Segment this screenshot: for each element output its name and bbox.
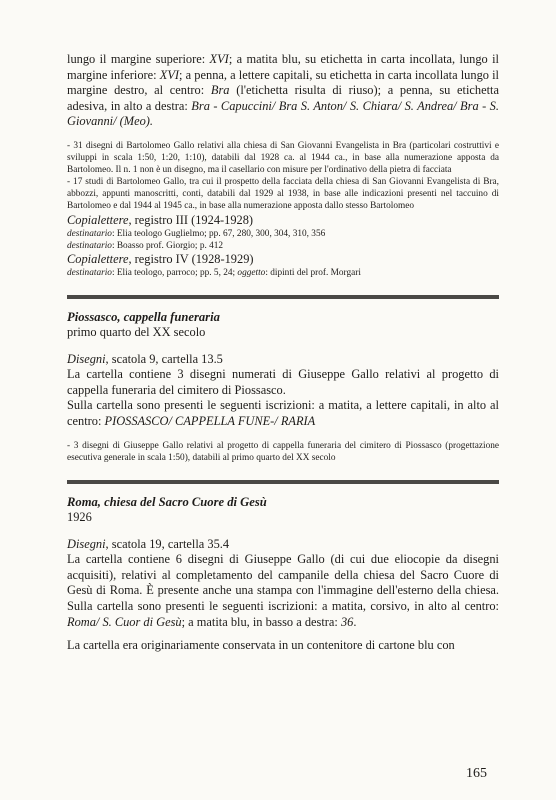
section-title: Piossasco, cappella funeraria — [67, 309, 220, 324]
section-divider — [67, 480, 499, 484]
studies-list-item: - 17 studi di Bartolomeo Gallo, tra cui il prospetto della facciata della chiesa di San Giovanni Evangelista di Bra, abbozzi, appunti manoscritti, conti, databili dal 1929 al 1938, in base alle indicazioni presenti nel taccuino di Bartolomeo e dal 1944 al 1945 ca., in base alla numerazione apposta dallo stesso Bartolomeo — [67, 177, 499, 212]
drawings-list-item: - 31 disegni di Bartolomeo Gallo relativi alla chiesa di San Giovanni Evangelista in Bra (particolari costruttivi e sviluppi in scala 1:50, 1:20, 1:10), databili dal 1928 ca. al 1944 ca., in base alla numerazione apposta da Bartolomeo. Il n. 1 non è un disegno, ma il casellario con misure per l'ordinativo della pietra di facciata — [67, 140, 499, 176]
folder-note: La cartella era originariamente conservata in un contenitore di cartone blu con — [67, 638, 455, 653]
copialettere-entry: destinatario: Elia teologo, parroco; pp. 5, 24; oggetto: dipinti del prof. Morgari — [67, 267, 361, 278]
folder-description: La cartella contiene 3 disegni numerati di Giuseppe Gallo relativi al progetto di cappella funeraria del cimitero di Piossasco. — [67, 367, 499, 397]
copialettere-entry: destinatario: Elia teologo Guglielmo; pp. 67, 280, 300, 304, 310, 356 — [67, 228, 326, 239]
copialettere-heading: Copialettere, registro III (1924-1928) — [67, 212, 254, 227]
section-date: primo quarto del XX secolo — [67, 324, 206, 339]
section-divider — [67, 295, 499, 299]
section-date: 1926 — [67, 509, 92, 524]
copialettere-heading: Copialettere, registro IV (1928-1929) — [67, 251, 254, 266]
section-title: Roma, chiesa del Sacro Cuore di Gesù — [67, 494, 267, 509]
copialettere-entry: destinatario: Boasso prof. Giorgio; p. 412 — [67, 240, 224, 251]
drawings-list-item: - 3 disegni di Giuseppe Gallo relativi al progetto di cappella funeraria del cimitero di Piossasco (progettazione esecutiva generale in scala 1:50), databili al primo quarto del XX secolo — [67, 440, 499, 463]
page-number: 165 — [466, 766, 487, 781]
inscriptions-paragraph: lungo il margine superiore: XVI; a matita blu, su etichetta in carta incollata, lungo il margine inferiore: XVI; a penna, a lettere capitali, su etichetta in carta incollata lungo il margine destro, al centro: Bra (l'etichetta risulta di riuso); a penna, su etichetta adesiva, in alto a destra: Bra - Capuccini/ Bra S. Anton/ S. Chiara/ S. Andrea/ Bra - S. Giovanni/ (Meo). — [67, 52, 500, 129]
archive-location: Disegni, scatola 19, cartella 35.4 — [67, 536, 230, 551]
inscriptions-paragraph: Sulla cartella sono presenti le seguenti iscrizioni: a matita, a lettere capitali, in alto al centro: PIOSSASCO/ CAPPELLA FUNE-/ RARIA — [67, 398, 499, 428]
page-content — [67, 52, 499, 654]
folder-description: La cartella contiene 6 disegni di Giuseppe Gallo (di cui due eliocopie da disegni acquisiti), relativi al completamento del campanile della chiesa del Sacro Cuore di Gesù di Roma. È presente anche una stampa con l'immagine dell'esterno della chiesa. Sulla cartella sono presenti le seguenti iscrizioni: a matita, corsivo, in alto al centro: Roma/ S. Cuor di Gesù; a matita blu, in basso a destra: 36. — [67, 552, 499, 629]
archive-location: Disegni, scatola 9, cartella 13.5 — [67, 351, 223, 366]
